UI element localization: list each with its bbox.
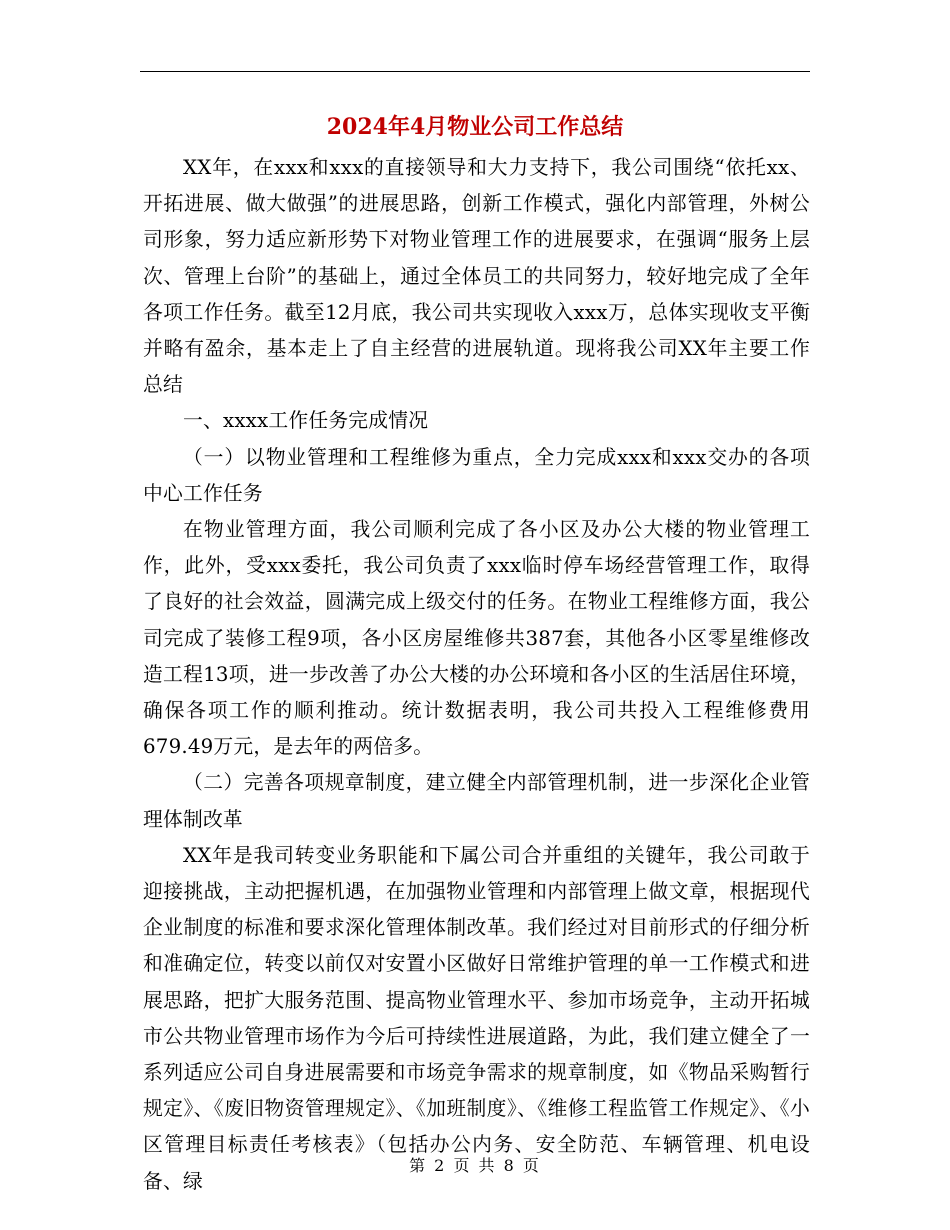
property-management-paragraph: 在物业管理方面，我公司顺利完成了各小区及办公大楼的物业管理工作，此外，受xxx委托，我公司负责了xxx临时停车场经营管理工作，取得了良好的社会效益，圆满完成上级交付的任务。在物业工程维修方面，我公司完成了装修工程9项，各小区房屋维修共387套，其他各小区零星维修改造工程13项，进一步改善了办公大楼的办公环境和各小区的生活居住环境，确保各项工作的顺利推动。统计数据表明，我公司共投入工程维修费用679.49万元，是去年的两倍多。 bbox=[143, 518, 810, 759]
page-number-footer: 第 2 页 共 8 页 bbox=[409, 1156, 541, 1175]
document-title: 2024年4月物业公司工作总结 bbox=[326, 114, 624, 140]
intro-paragraph: XX年，在xxx和xxx的直接领导和大力支持下，我公司围绕“依托xx、开拓进展、做大做强”的进展思路，创新工作模式，强化内部管理，外树公司形象，努力适应新形势下对物业管理工作的进展要求，在强调“服务上层次、管理上台阶”的基础上，通过全体员工的共同努力，较好地完成了全年各项工作任务。截至12月底，我公司共实现收入xxx万，总体实现收支平衡并略有盈余，基本走上了自主经营的进展轨道。现将我公司XX年主要工作总结 bbox=[143, 156, 810, 397]
section-heading-1: 一、xxxx工作任务完成情况 bbox=[183, 409, 429, 433]
reform-paragraph: XX年是我司转变业务职能和下属公司合并重组的关键年，我公司敢于迎接挑战，主动把握机遇，在加强物业管理和内部管理上做文章，根据现代企业制度的标准和要求深化管理体制改革。我们经过对目前形式的仔细分析和准确定位，转变以前仅对安置小区做好日常维护管理的单一工作模式和进展思路，把扩大服务范围、提高物业管理水平、参加市场竞争，主动开拓城市公共物业管理市场作为今后可持续性进展道路，为此，我们建立健全了一系列适应公司自身进展需要和市场竞争需求的规章制度，如《物品采购暂行规定》、《废旧物资管理规定》、《加班制度》、《维修工程监管工作规定》、《小区管理目标责任考核表》（包括办公内务、安全防范、车辆管理、机电设备、绿 bbox=[143, 843, 810, 1193]
document-body bbox=[143, 150, 810, 1200]
subsection-heading-2: （二）完善各项规章制度，建立健全内部管理机制，进一步深化企业管理体制改革 bbox=[143, 771, 810, 831]
header-rule bbox=[140, 71, 810, 72]
subsection-heading-1: （一）以物业管理和工程维修为重点，全力完成xxx和xxx交办的各项中心工作任务 bbox=[143, 445, 810, 505]
